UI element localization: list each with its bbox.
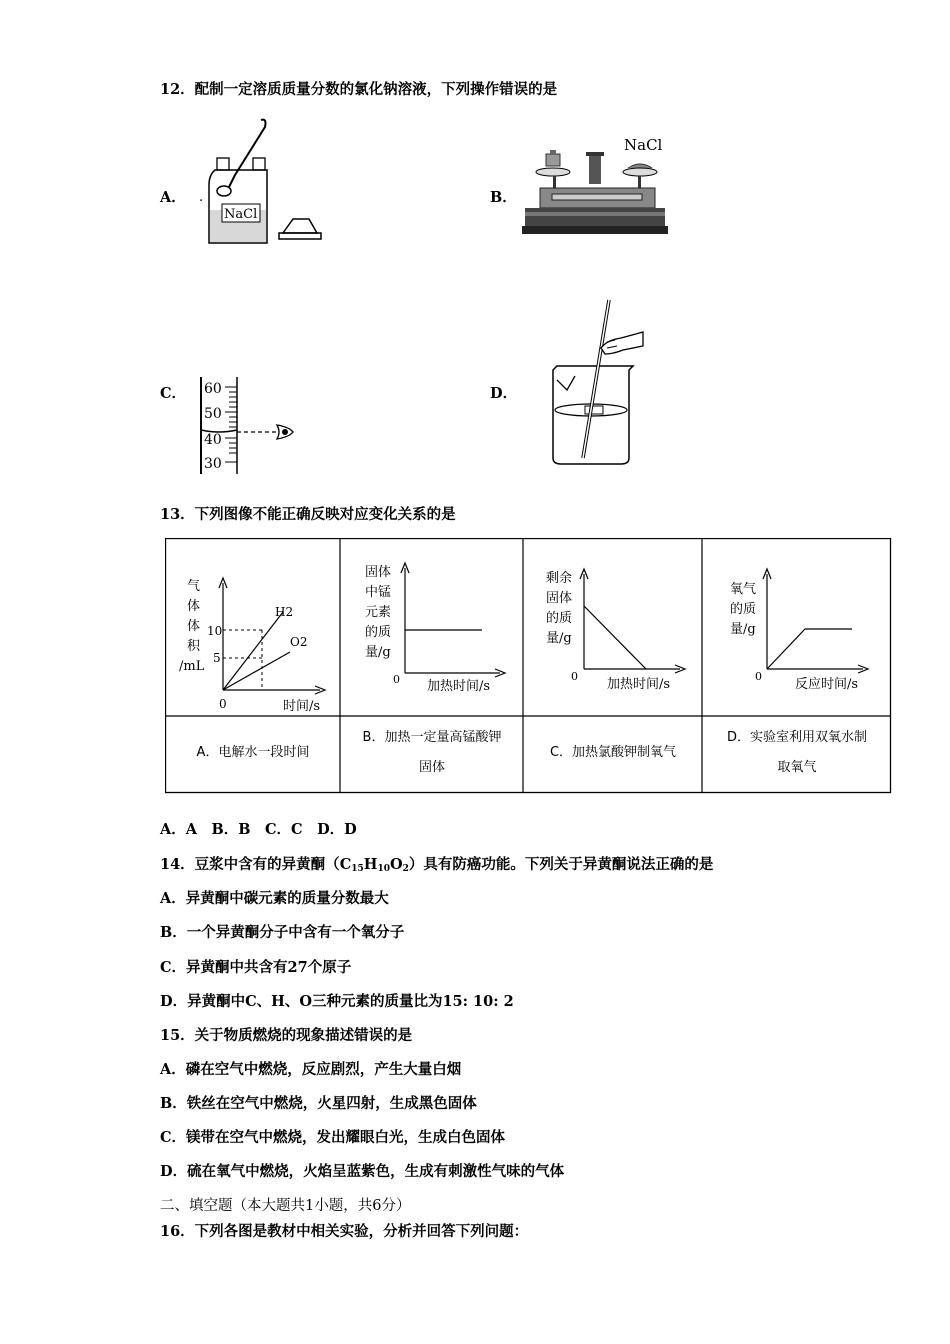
graph-b-ylabel bbox=[365, 564, 391, 660]
graph-c-ylabel bbox=[546, 571, 572, 646]
svg-text:的质: 的质 bbox=[730, 602, 757, 617]
q15-option-c: C．镁带在空气中燃烧，发出耀眼白光，生成白色固体 bbox=[160, 1129, 506, 1146]
svg-text:量/g: 量/g bbox=[365, 645, 391, 660]
graph-d-line bbox=[767, 629, 852, 669]
graph-a-xlabel: 时间/s bbox=[283, 699, 321, 714]
q12-figure-c bbox=[195, 372, 305, 477]
figure-c-tick-60: 60 bbox=[204, 381, 222, 397]
graph-d bbox=[730, 569, 868, 692]
figure-c-tick-50: 50 bbox=[204, 406, 222, 422]
graph-a-h2-label: H2 bbox=[275, 605, 294, 619]
graph-d-ylabel bbox=[730, 582, 756, 637]
svg-text:中锰: 中锰 bbox=[365, 585, 392, 600]
graph-a-o2-line bbox=[223, 652, 290, 690]
q12-option-a-label: A． bbox=[160, 189, 186, 206]
section2-heading: 二、填空题（本大题共1小题，共6分） bbox=[160, 1198, 411, 1214]
q12-figure-b bbox=[520, 130, 670, 248]
graph-b bbox=[365, 563, 505, 694]
figure-a-dot: . bbox=[199, 190, 204, 205]
q14-option-b: B．一个异黄酮分子中含有一个氧分子 bbox=[160, 924, 405, 941]
svg-text:的质: 的质 bbox=[546, 611, 573, 626]
svg-text:量/g: 量/g bbox=[730, 622, 756, 637]
q12-option-c-label: C． bbox=[160, 385, 187, 402]
graph-a-h2-line bbox=[223, 612, 283, 690]
graph-a-o2-label: O2 bbox=[290, 635, 308, 649]
graph-a-origin: 0 bbox=[219, 697, 227, 711]
q15-option-a: A．磷在空气中燃烧，反应剧烈，产生大量白烟 bbox=[160, 1061, 462, 1078]
svg-text:量/g: 量/g bbox=[546, 631, 572, 646]
q12-figure-a bbox=[195, 115, 330, 250]
q12-figure-d bbox=[545, 298, 650, 470]
q12-stem: 12．配制一定溶质质量分数的氯化钠溶液，下列操作错误的是 bbox=[160, 81, 558, 98]
graph-a-ytick-10: 10 bbox=[207, 624, 223, 638]
figure-a-jar-label: NaCl bbox=[224, 207, 258, 222]
figure-c-tick-40: 40 bbox=[204, 432, 222, 448]
svg-text:体: 体 bbox=[187, 599, 201, 614]
q15-stem: 15．关于物质燃烧的现象描述错误的是 bbox=[160, 1027, 413, 1044]
graph-d-caption: D．实验室利用双氧水制 取氧气 bbox=[726, 730, 867, 775]
q14-formula: $C_{15}H_{10}O_2$ bbox=[339, 856, 409, 874]
graph-a-caption: A．电解水一段时间 bbox=[196, 745, 310, 760]
svg-text:剩余: 剩余 bbox=[546, 571, 573, 586]
graph-c-line bbox=[584, 606, 646, 669]
graph-d-xlabel: 反应时间/s bbox=[795, 677, 859, 692]
q14-option-a: A．异黄酮中碳元素的质量分数最大 bbox=[160, 890, 389, 907]
graph-c-caption: C．加热氯酸钾制氧气 bbox=[549, 745, 677, 760]
graph-b-xlabel: 加热时间/s bbox=[427, 679, 491, 694]
figure-c-tick-30: 30 bbox=[204, 456, 222, 472]
q14-option-d: D．异黄酮中C、H、O三种元素的质量比为15: 10: 2 bbox=[160, 993, 514, 1010]
q13-choices: A．A B．B C．C D．D bbox=[160, 821, 357, 838]
graph-a bbox=[179, 578, 325, 714]
q13-stem: 13．下列图像不能正确反映对应变化关系的是 bbox=[160, 506, 456, 523]
q14-stem: 14．豆浆中含有的异黄酮$(C_{15}H_{10}O_2)$具有防癌功能。下列关于异黄酮说法正确的是 bbox=[160, 856, 714, 874]
q14-option-c: C．异黄酮中共含有27个原子 bbox=[160, 959, 352, 976]
svg-text:/mL: /mL bbox=[179, 659, 205, 674]
graph-b-origin: 0 bbox=[393, 673, 400, 686]
q12-option-b-label: B． bbox=[490, 189, 517, 206]
svg-text:元素: 元素 bbox=[365, 605, 392, 620]
q15-option-d: D．硫在氧气中燃烧，火焰呈蓝紫色，生成有刺激性气味的气体 bbox=[160, 1163, 565, 1180]
graph-c-origin: 0 bbox=[571, 670, 578, 683]
svg-text:固体: 固体 bbox=[546, 591, 573, 606]
graph-d-origin: 0 bbox=[755, 670, 762, 683]
q16-stem: 16．下列各图是教材中相关实验，分析并回答下列问题： bbox=[160, 1223, 529, 1240]
svg-text:固体: 固体 bbox=[365, 565, 392, 580]
q15-option-b: B．铁丝在空气中燃烧，火星四射，生成黑色固体 bbox=[160, 1095, 477, 1112]
figure-b-pan-label: NaCl bbox=[624, 136, 663, 154]
graph-b-caption: B．加热一定量高锰酸钾 固体 bbox=[362, 730, 502, 775]
q12-option-d-label: D． bbox=[490, 385, 518, 402]
svg-text:体: 体 bbox=[187, 619, 201, 634]
graph-c bbox=[546, 569, 685, 692]
svg-text:积: 积 bbox=[187, 639, 201, 654]
graph-a-ytick-5: 5 bbox=[213, 651, 221, 665]
graph-c-xlabel: 加热时间/s bbox=[607, 677, 671, 692]
svg-text:气: 气 bbox=[187, 579, 201, 594]
graph-a-ylabel bbox=[179, 579, 205, 674]
svg-text:的质: 的质 bbox=[365, 625, 392, 640]
svg-text:氧气: 氧气 bbox=[730, 582, 757, 597]
